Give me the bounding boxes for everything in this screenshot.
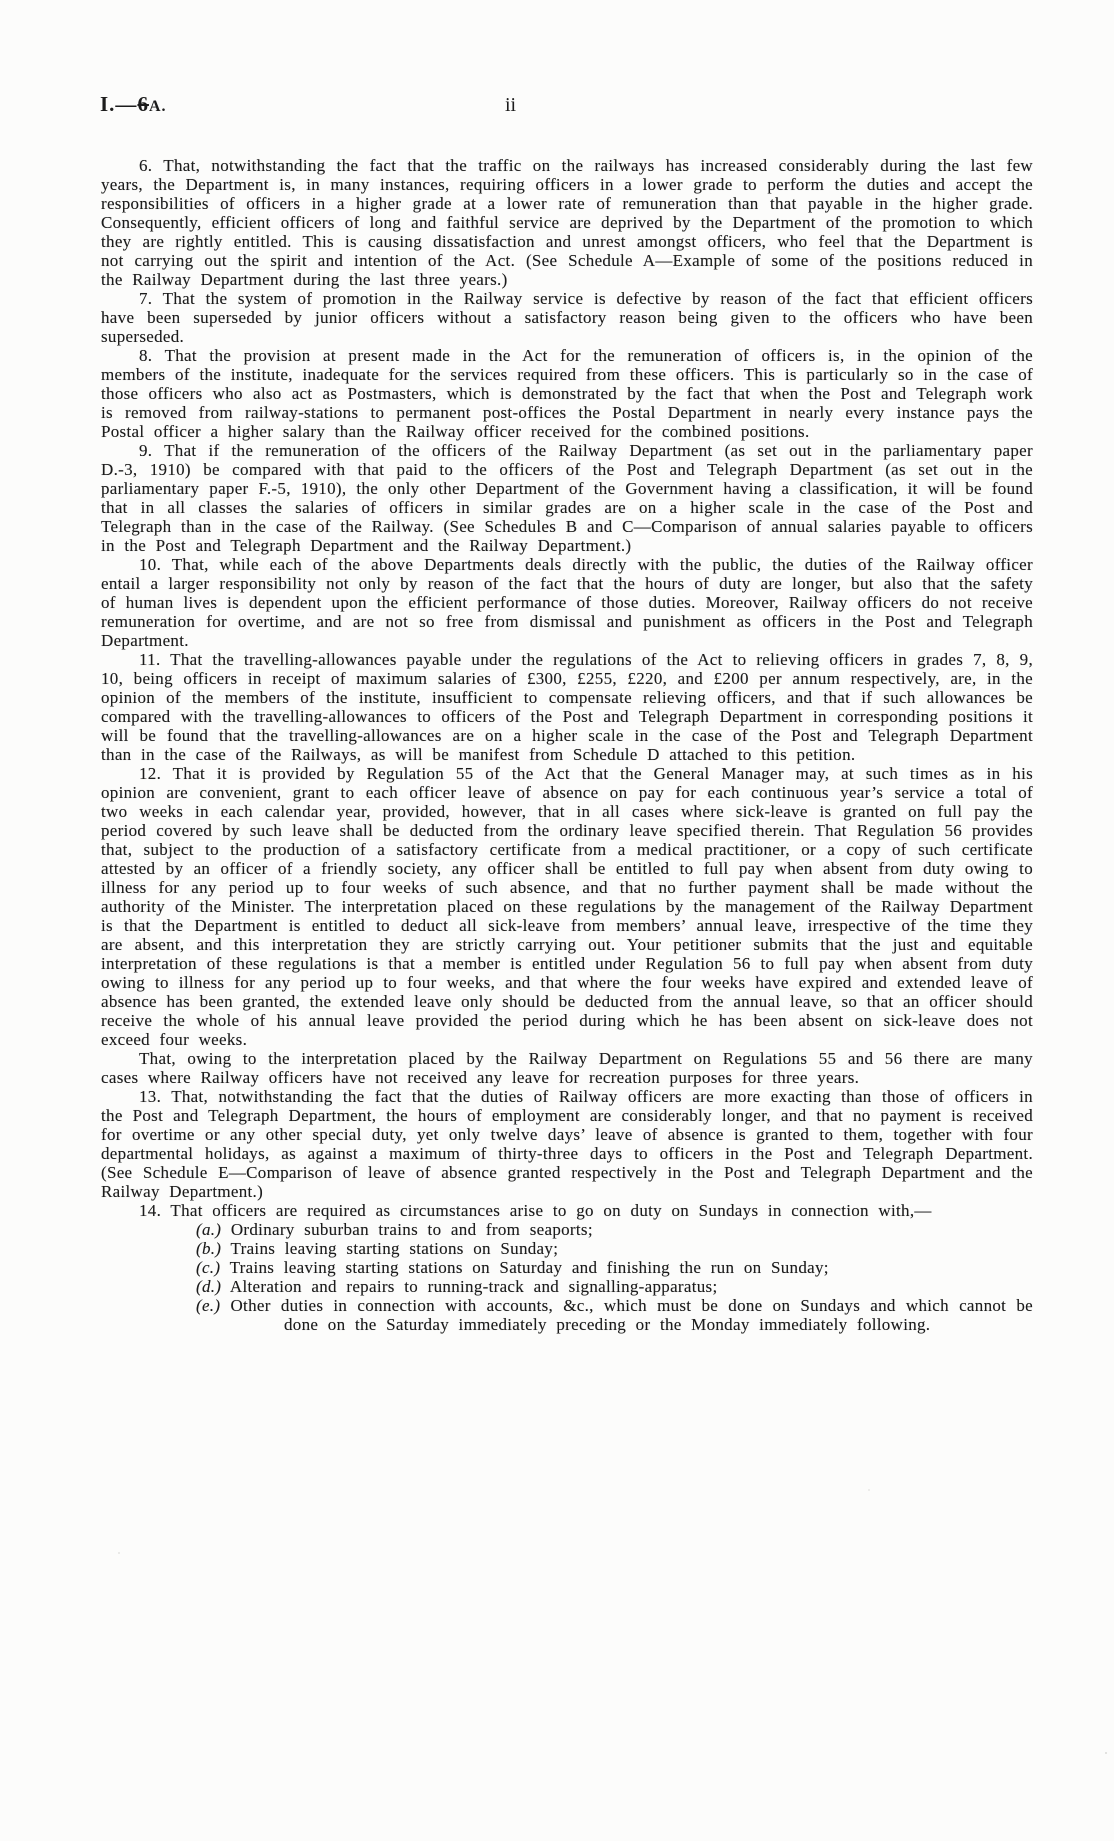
paragraph-number: 6. [139,156,153,175]
paragraph-text: That, owing to the interpretation placed by the Railway Department on Regulations 55 and 56 there are many cases where Railway officers have not received any leave for recreation purposes for three years. [101,1049,1033,1087]
paragraph-text: That, notwithstanding the fact that the traffic on the railways has increased considerably during the last few years, the Department is, in many instances, requiring officers in a lower grade to perform the duties and accept the responsibilities of officers in a higher grade at a lower rate of remuneration than that payable in the higher grade. Consequently, efficient officers of long and faithful service are deprived by the Department of the promotion to which they are rightly entitled. This is causing dissatisfaction and unrest amongst officers, who feel that the Department is not carrying out the spirit and intention of the Act. (See Schedule A—Example of some of the positions reduced in the Railway Department during the last three years.) [101,156,1033,289]
document-reference [100,92,167,117]
paragraph [101,346,1033,441]
paragraph [101,156,1033,289]
doc-ref-prefix: I.— [100,92,138,116]
paragraph-text: That the travelling-allowances payable under the regulations of the Act to relieving officers in grades 7, 8, 9, 10, being officers in receipt of maximum salaries of £300, £255, £220, and £200 per annum respectively, are, in the opinion of the members of the institute, insufficient to compensate relieving officers, and that if such allowances be compared with the travelling-allowances to officers of the Post and Telegraph Department in corresponding positions it will be found that the travelling-allowances are on a higher scale in the case of the Post and Telegraph Department than in the case of the Railways, as will be manifest from Schedule D attached to this petition. [101,650,1033,764]
paragraph-text: That it is provided by Regulation 55 of the Act that the General Manager may, at such times as in his opinion are convenient, grant to each officer leave of absence on pay for each continuous year’s service a total of two weeks in each calendar year, provided, however, that in all cases where sick-leave is granted on full pay the period covered by such leave shall be deducted from the ordinary leave specified therein. That Regulation 56 provides that, subject to the production of a satisfactory certificate from a medical practitioner, or a copy of such certificate attested by an officer of a friendly society, any officer shall be entitled to full pay when absent from duty owing to illness for any period up to four weeks of such absence, and that no further payment shall be made without the authority of the Minister. The interpretation placed on these regulations by the management of the Railway Department is that the Department is entitled to deduct all sick-leave from members’ annual leave, irrespective of the time they are absent, and this interpretation they are strictly carrying out. Your petitioner submits that the just and equitable interpretation of these regulations is that a member is entitled under Regulation 56 to full pay when absent from duty owing to illness for any period up to four weeks, and that where the four weeks have expired and extended leave of absence has been granted, the extended leave only should be deducted from the annual leave, so that an officer should receive the whole of his annual leave provided the period during which he has been absent on sick-leave does not exceed four weeks. [101,764,1034,1049]
list-item-text: Ordinary suburban trains to and from seaports; [230,1220,593,1239]
paragraph [101,1087,1033,1201]
paragraph [101,555,1033,650]
list-item-text: Trains leaving starting stations on Sunday; [230,1239,559,1258]
list-item-text: Other duties in connection with accounts, &c., which must be done on Sundays and which cannot be done on the Saturday immediately preceding or the Monday immediately following. [230,1296,1033,1334]
list-item-marker: (c.) [196,1258,221,1277]
paragraph-number: 12. [139,764,162,783]
paragraph-text: That officers are required as circumstances arise to go on duty on Sundays in connection with,— [170,1201,932,1220]
list-item-marker: (e.) [196,1296,221,1315]
list-item [101,1239,1033,1258]
doc-ref-suffix: A. [148,98,167,115]
doc-ref-number: 6 [137,92,149,116]
paragraph-text: That the system of promotion in the Railway service is defective by reason of the fact that efficient officers have been superseded by junior officers without a satisfactory reason being given to the officers who have been superseded. [101,289,1033,346]
list-item-marker: (b.) [196,1239,222,1258]
paragraph-text: That the provision at present made in the Act for the remuneration of officers is, in the opinion of the members of the institute, inadequate for the services required from these officers. This is particularly so in the case of those officers who also act as Postmasters, which is demonstrated by the fact that when the Post and Telegraph work is removed from railway-stations to permanent post-offices the Postal Department in nearly every instance pays the Postal officer a higher salary than the Railway officer received for the combined positions. [101,346,1033,441]
paragraph [101,1201,1033,1220]
paragraph-number: 7. [139,289,153,308]
list-item-marker: (d.) [196,1277,222,1296]
paragraph-text: That if the remuneration of the officers of the Railway Department (as set out in the parliamentary paper D.-3, 1910) be compared with that paid to the officers of the Post and Telegraph Department (as set out in the parliamentary paper F.-5, 1910), the only other Department of the Government having a classification, it will be found that in all classes the salaries of officers in similar grades are on a higher scale in the case of the Post and Telegraph than in the case of the Railway. (See Schedules B and C—Comparison of annual salaries payable to officers in the Post and Telegraph Department and the Railway Department.) [101,441,1033,555]
paragraph-number: 10. [139,555,162,574]
paragraph-number: 14. [139,1201,162,1220]
paragraph [101,441,1033,555]
paragraph [101,1049,1033,1087]
paragraph-text: That, while each of the above Departments deals directly with the public, the duties of the Railway officer entail a larger responsibility not only by reason of the fact that the hours of duty are longer, but also that the safety of human lives is dependent upon the efficient performance of those duties. Moreover, Railway officers do not receive remuneration for overtime, and are not so free from dismissal and punishment as officers in the Post and Telegraph Department. [101,555,1033,650]
paragraph [101,764,1033,1049]
scan-speck [868,1489,870,1491]
list-item [101,1258,1033,1277]
scan-speck [118,1552,120,1554]
paragraph-number: 8. [139,346,153,365]
paragraph [101,289,1033,346]
paragraph-number: 13. [139,1087,162,1106]
paragraph [101,650,1033,764]
paragraph-number: 11. [139,650,161,669]
list-item-marker: (a.) [196,1220,222,1239]
list-item-text: Trains leaving starting stations on Saturday and finishing the run on Sunday; [229,1258,829,1277]
list-item [101,1296,1033,1334]
petition-body [101,156,1033,1334]
paragraph-number: 9. [139,441,153,460]
list-item-text: Alteration and repairs to running-track and signalling-apparatus; [229,1277,718,1296]
sunday-duty-list [101,1220,1033,1334]
paragraph-text: That, notwithstanding the fact that the duties of Railway officers are more exacting than those of officers in the Post and Telegraph Department, the hours of employment are considerably longer, and that no payment is received for overtime or any other special duty, yet only twelve days’ leave of absence is granted to them, together with four departmental holidays, as against a maximum of thirty-three days to officers in the Post and Telegraph Department. (See Schedule E—Comparison of leave of absence granted respectively in the Post and Telegraph Department and the Railway Department.) [101,1087,1033,1201]
list-item [101,1220,1033,1239]
list-item [101,1277,1033,1296]
scan-speck [1105,1752,1107,1754]
page-number: ii [505,94,517,116]
